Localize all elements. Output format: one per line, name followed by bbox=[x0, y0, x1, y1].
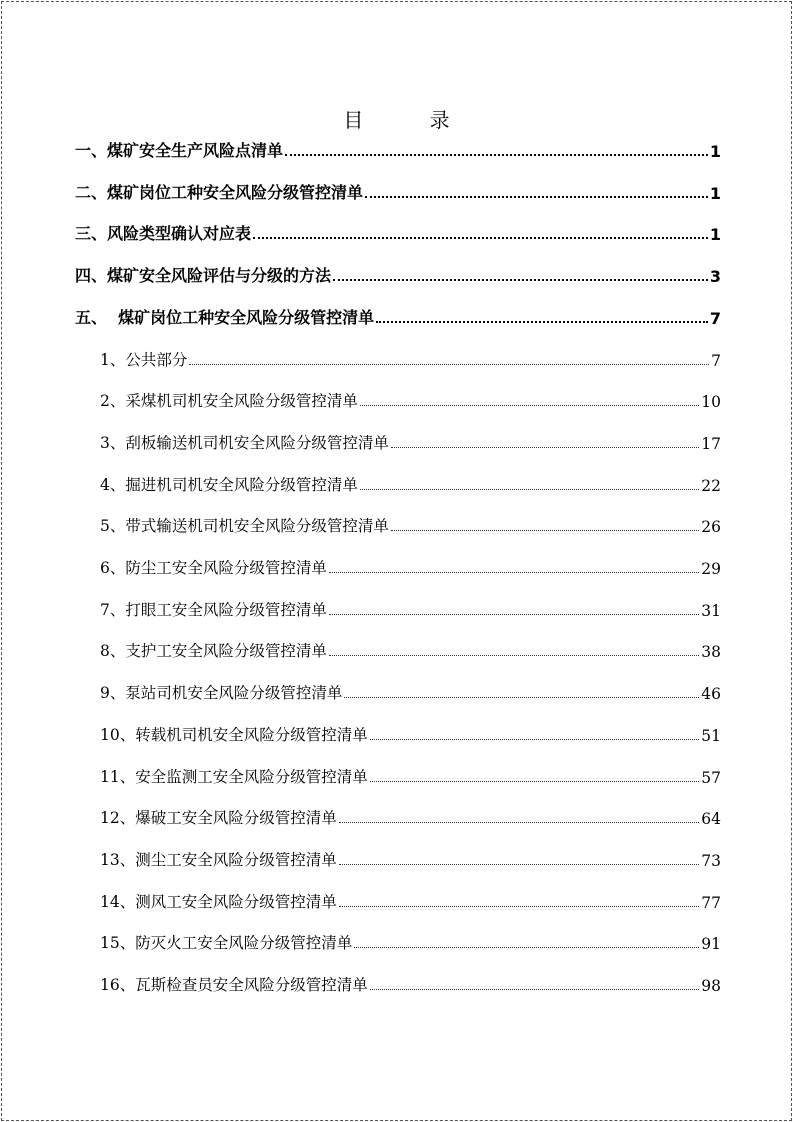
toc-title: 目 录 bbox=[343, 108, 480, 132]
toc-entry[interactable] bbox=[100, 763, 721, 787]
toc-entry-label: 四、煤矿安全风险评估与分级的方法 bbox=[75, 266, 332, 286]
toc-entry-page: 51 bbox=[701, 726, 721, 745]
toc-entry-page: 1 bbox=[709, 225, 721, 245]
dot-leader bbox=[285, 154, 708, 156]
dot-leader bbox=[354, 947, 699, 948]
toc-entry-page: 3 bbox=[709, 267, 721, 287]
toc-entry[interactable] bbox=[100, 471, 721, 495]
toc-entry-page: 31 bbox=[701, 601, 721, 620]
toc-entry[interactable] bbox=[100, 596, 721, 620]
toc-entry-label: 16、瓦斯检查员安全风险分级管控清单 bbox=[100, 976, 368, 994]
dot-leader bbox=[339, 864, 700, 865]
toc-entry[interactable] bbox=[75, 304, 721, 328]
toc-entry[interactable] bbox=[100, 721, 721, 745]
toc-entry[interactable] bbox=[100, 512, 721, 536]
toc-entry-label: 五、 煤矿岗位工种安全风险分级管控清单 bbox=[75, 307, 375, 327]
toc-entry-page: 98 bbox=[701, 977, 721, 995]
toc-entry-label: 7、打眼工安全风险分级管控清单 bbox=[100, 600, 327, 619]
toc-entry-page: 91 bbox=[701, 935, 721, 954]
toc-entry[interactable] bbox=[100, 387, 721, 411]
dot-leader bbox=[253, 237, 708, 239]
toc-entry-page: 64 bbox=[701, 810, 721, 829]
toc-entry-label: 11、安全监测工安全风险分级管控清单 bbox=[100, 767, 368, 786]
dot-leader bbox=[370, 739, 700, 740]
toc-entry-label: 12、爆破工安全风险分级管控清单 bbox=[100, 809, 337, 828]
toc-entry-page: 38 bbox=[701, 643, 721, 662]
toc-entry-page: 29 bbox=[701, 560, 721, 578]
toc-entry-label: 三、风险类型确认对应表 bbox=[75, 224, 252, 244]
toc-entry-label: 二、煤矿岗位工种安全风险分级管控清单 bbox=[75, 182, 364, 202]
toc-entry-page: 17 bbox=[701, 434, 721, 453]
dot-leader bbox=[360, 405, 699, 406]
toc-entry-label: 10、转载机司机安全风险分级管控清单 bbox=[100, 725, 368, 744]
toc-entry-page: 46 bbox=[701, 685, 721, 704]
toc-entry[interactable] bbox=[100, 429, 721, 453]
dot-leader bbox=[329, 614, 699, 615]
toc-entry-page: 77 bbox=[701, 893, 721, 912]
toc-entry-page: 1 bbox=[709, 183, 721, 203]
dot-leader bbox=[391, 447, 699, 448]
toc-entry-page: 10 bbox=[701, 393, 721, 412]
toc-entry-page: 57 bbox=[701, 768, 721, 787]
toc-entry[interactable] bbox=[75, 262, 721, 286]
toc-entry[interactable] bbox=[100, 804, 721, 828]
toc-entry-label: 9、泵站司机安全风险分级管控清单 bbox=[100, 684, 343, 703]
toc-entry-page: 22 bbox=[701, 476, 721, 495]
toc-entry[interactable] bbox=[100, 929, 721, 953]
dot-leader bbox=[339, 906, 700, 907]
dot-leader bbox=[329, 572, 699, 573]
toc-entry[interactable] bbox=[100, 346, 721, 370]
dot-leader bbox=[344, 697, 699, 698]
toc-entry-label: 4、掘进机司机安全风险分级管控清单 bbox=[100, 475, 358, 494]
toc-entry[interactable] bbox=[100, 637, 721, 661]
toc-entry-label: 一、煤矿安全生产风险点清单 bbox=[75, 141, 284, 160]
dot-leader bbox=[360, 489, 699, 490]
toc-entry-label: 2、采煤机司机安全风险分级管控清单 bbox=[100, 392, 358, 411]
dot-leader bbox=[333, 279, 708, 281]
toc-entry-label: 6、防尘工安全风险分级管控清单 bbox=[100, 559, 327, 577]
toc-entry[interactable] bbox=[100, 888, 721, 912]
toc-entry-label: 8、支护工安全风险分级管控清单 bbox=[100, 642, 327, 661]
dot-leader bbox=[339, 822, 700, 823]
toc-entry-label: 14、测风工安全风险分级管控清单 bbox=[100, 892, 337, 911]
dot-leader bbox=[370, 781, 700, 782]
toc-entry-label: 3、刮板输送机司机安全风险分级管控清单 bbox=[100, 433, 389, 452]
dot-leader bbox=[376, 321, 708, 323]
toc-entry[interactable] bbox=[100, 554, 721, 578]
toc-entry-page: 7 bbox=[711, 351, 721, 370]
toc-entry[interactable] bbox=[75, 137, 721, 161]
toc-entry[interactable] bbox=[75, 220, 721, 244]
dot-leader bbox=[189, 364, 709, 365]
toc-entry-label: 5、带式输送机司机安全风险分级管控清单 bbox=[100, 517, 389, 536]
dot-leader bbox=[391, 530, 699, 531]
toc-entry[interactable] bbox=[100, 971, 721, 995]
toc-entry[interactable] bbox=[100, 679, 721, 703]
toc-entry[interactable] bbox=[100, 846, 721, 870]
toc-entry[interactable] bbox=[75, 179, 721, 203]
dot-leader bbox=[370, 989, 700, 990]
toc-entry-page: 1 bbox=[709, 142, 721, 161]
toc-entry-page: 7 bbox=[709, 308, 721, 328]
toc-entry-label: 15、防灭火工安全风险分级管控清单 bbox=[100, 934, 353, 953]
toc-entry-label: 1、公共部分 bbox=[100, 350, 188, 369]
dot-leader bbox=[329, 655, 699, 656]
toc-entry-label: 13、测尘工安全风险分级管控清单 bbox=[100, 850, 337, 869]
toc-entry-page: 26 bbox=[701, 518, 721, 537]
toc-entry-page: 73 bbox=[701, 851, 721, 870]
dot-leader bbox=[365, 196, 708, 198]
